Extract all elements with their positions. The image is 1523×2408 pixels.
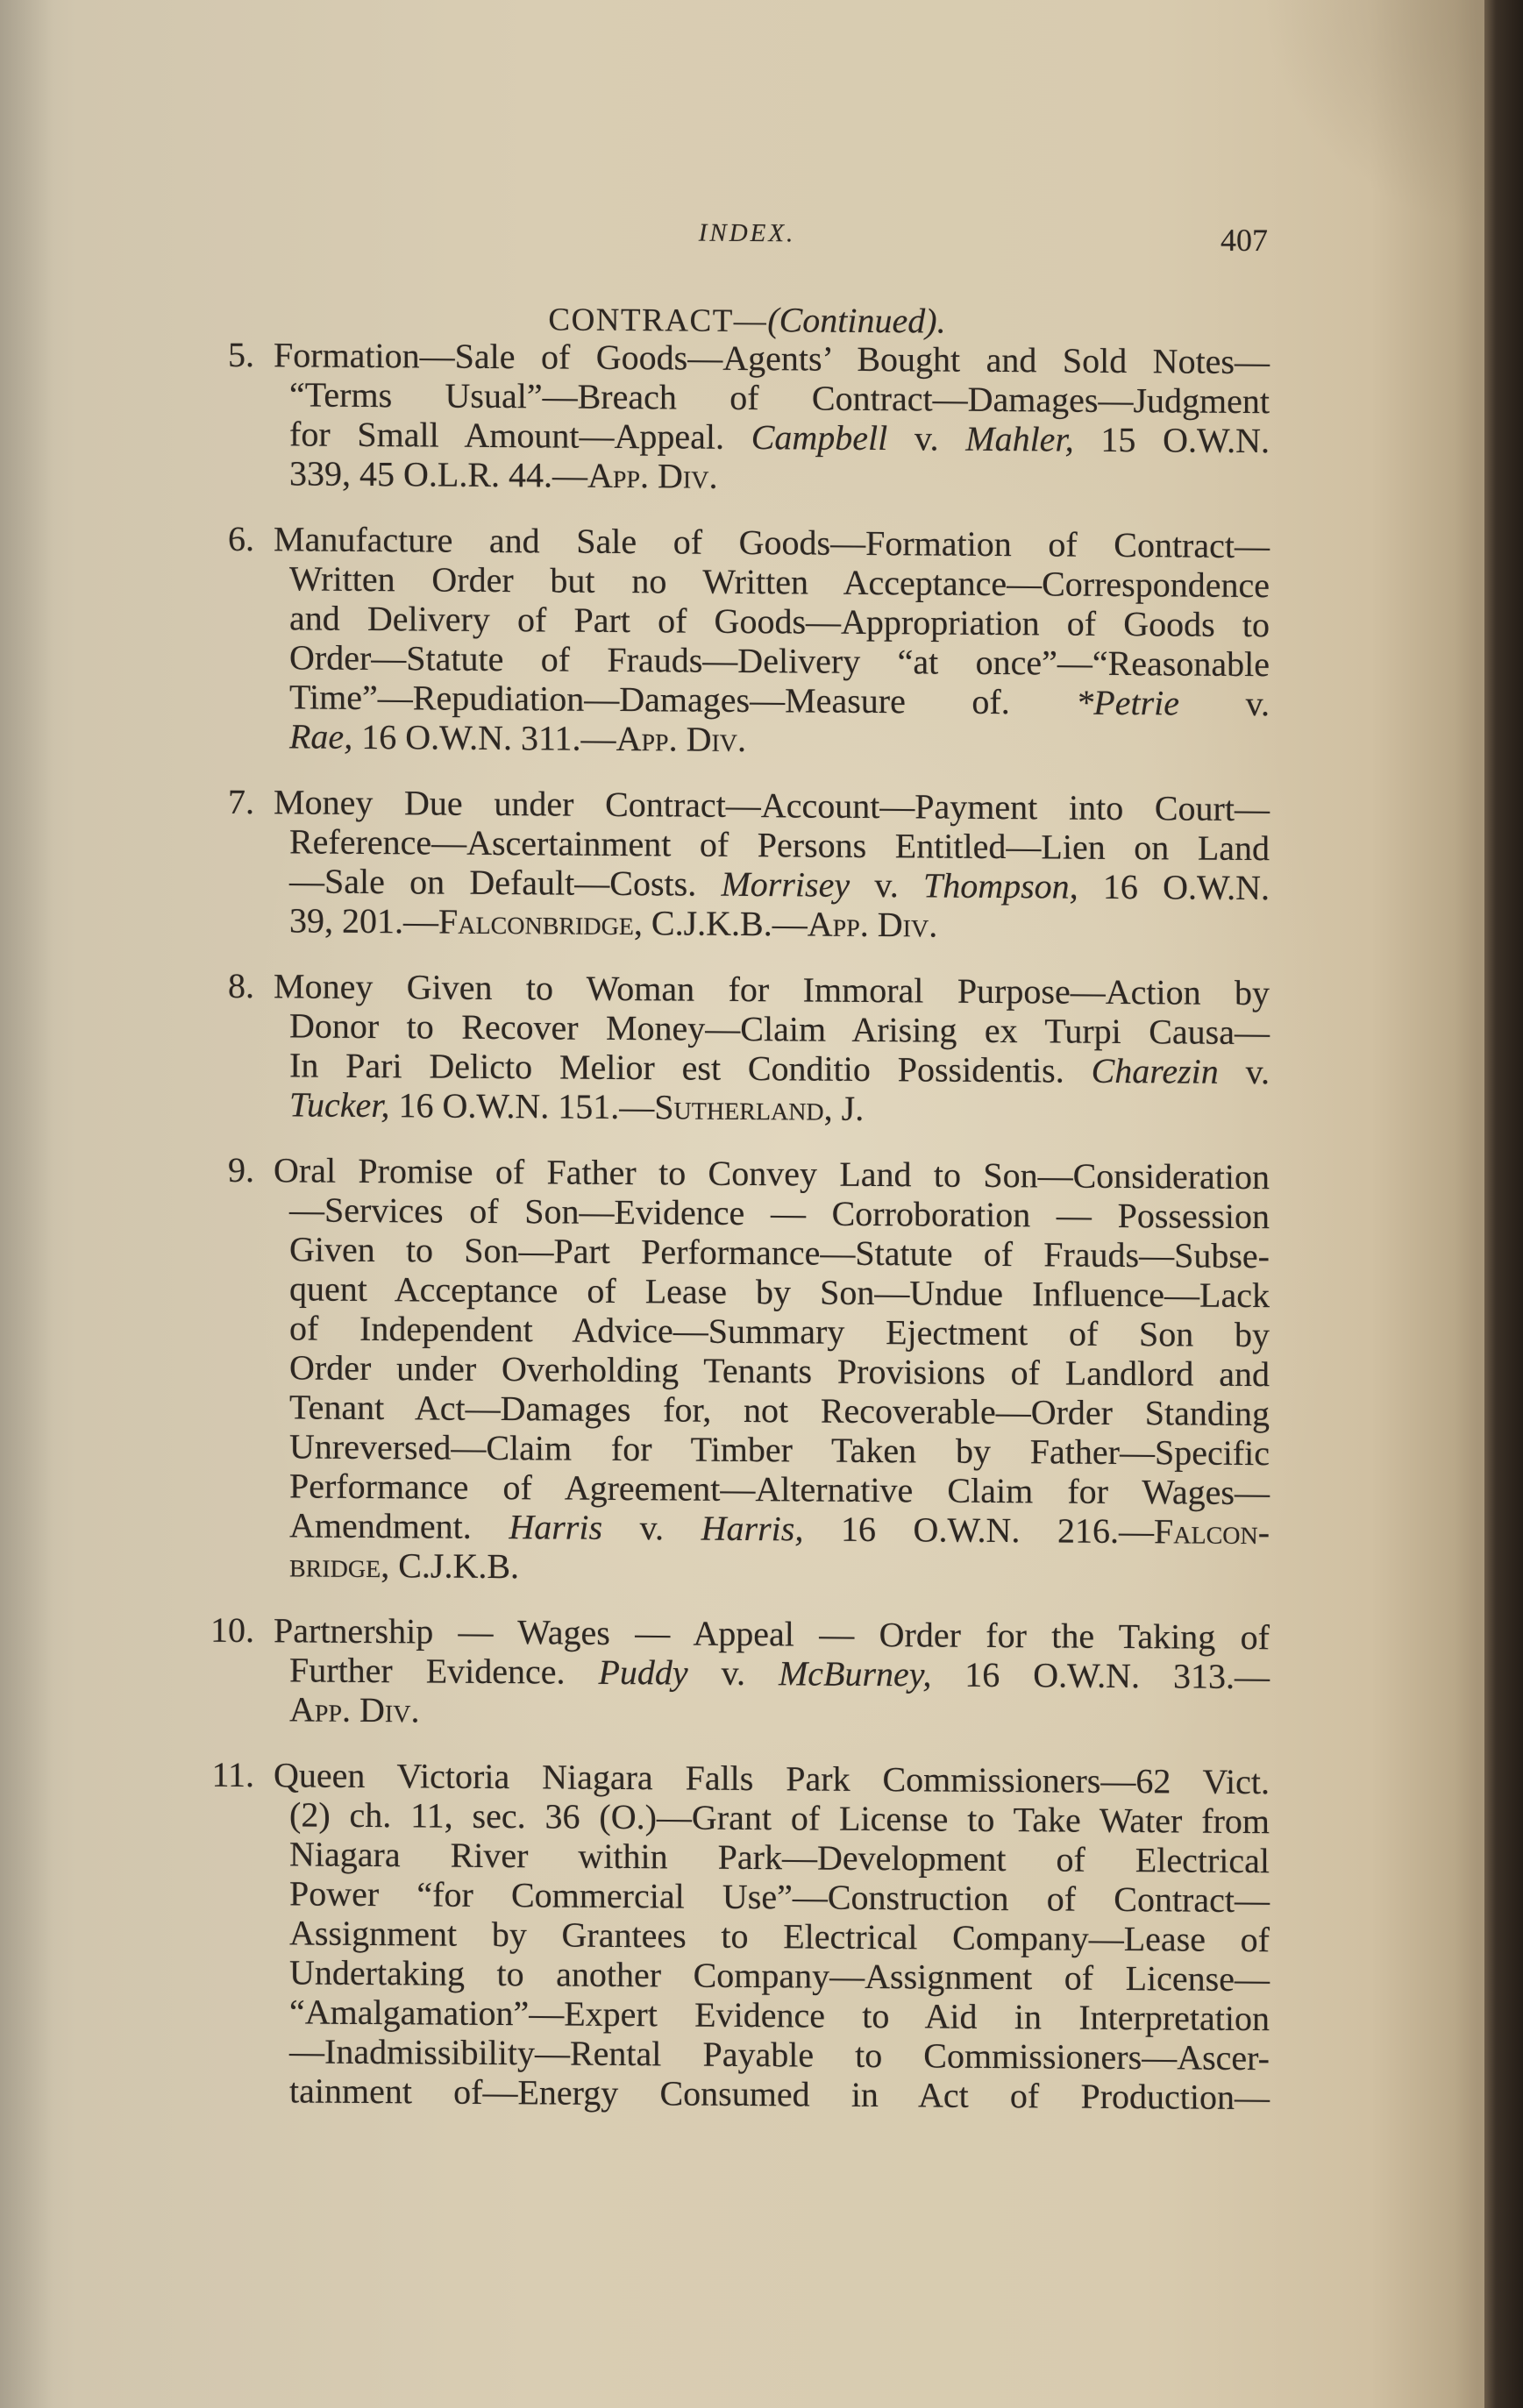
entry-text: Assignment by Grantees to Electrical Company—Lease of — [289, 1913, 1270, 1960]
entry-line — [289, 414, 1270, 460]
entry-text: C.J.K.B.— — [642, 903, 808, 944]
case-name: Harris — [509, 1507, 603, 1547]
case-name: Thompson, — [922, 865, 1078, 906]
entry-text: tainment of—Energy Consumed in Act of Production— — [289, 2071, 1270, 2118]
case-name: *Petrie — [1076, 682, 1180, 723]
entry-text: “Terms Usual”—Breach of Contract—Damages—Judgment — [289, 374, 1270, 422]
entry-line — [289, 821, 1270, 868]
entry-line — [289, 598, 1270, 644]
entry-text: C.J.K.B. — [389, 1545, 520, 1587]
entry-text: of Independent Advice—Summary Ejectment of Son by — [289, 1308, 1270, 1355]
entry-text: Reference—Ascertainment of Persons Entitled—Lien on Land — [289, 821, 1270, 869]
entry-line — [289, 1650, 1270, 1696]
case-name: Tucker, — [289, 1084, 390, 1126]
entry-line — [289, 374, 1270, 421]
entry-line — [289, 677, 1270, 723]
entry-line — [289, 1268, 1270, 1315]
entry-text: In Pari Delicto Melior est Conditio Possidentis. — [289, 1045, 1092, 1090]
entry-text: Manufacture and Sale of Goods—Formation of Contract— — [274, 519, 1270, 566]
entry-text: Performance of Agreement—Alternative Claim for Wages— — [289, 1466, 1270, 1513]
entry-line — [289, 637, 1270, 684]
entry-text: 39, 201.— — [289, 900, 438, 941]
entry-line — [289, 1308, 1270, 1354]
entry-text: “Amalgamation”—Expert Evidence to Aid in Interpretation — [289, 1992, 1270, 2039]
entry-text: for Small Amount—Appeal. — [289, 414, 751, 458]
entry-text: 15 O.W.N. — [1073, 419, 1270, 461]
section-heading-continued: (Continued). — [767, 300, 946, 341]
entry-line — [274, 782, 1270, 828]
index-entry — [0, 1753, 1523, 2119]
case-name: Mahler, — [965, 418, 1074, 459]
running-head — [0, 0, 1523, 259]
entry-line — [289, 1545, 1270, 1591]
case-name: Morrisey — [721, 863, 850, 905]
entry-text: v. — [602, 1507, 701, 1548]
section-heading — [548, 298, 945, 342]
entry-number: 9. — [228, 1149, 254, 1190]
case-name: Puddy — [598, 1652, 688, 1693]
entry-line — [289, 1992, 1270, 2038]
entry-line — [289, 1426, 1270, 1473]
entry-text: Unreversed—Claim for Timber Taken by Father—Specific — [289, 1426, 1270, 1474]
running-head-title: INDEX. — [698, 218, 796, 248]
entry-text: 339, 45 O.L.R. 44.— — [289, 453, 587, 495]
entry-text: 16 O.W.N. 313.— — [931, 1654, 1270, 1697]
case-name: Campbell — [751, 417, 888, 458]
court-name: Sutherland, — [654, 1087, 833, 1128]
entry-text: Money Given to Woman for Immoral Purpose—Action by — [274, 966, 1270, 1013]
entry-line — [289, 716, 1270, 763]
entry-line — [274, 335, 1270, 381]
entry-text: v. — [1179, 683, 1270, 724]
entry-line — [289, 1387, 1270, 1433]
entry-line — [274, 1610, 1270, 1657]
case-name: Rae, — [289, 716, 353, 756]
entry-line — [289, 1689, 1270, 1736]
entry-text: Order—Statute of Frauds—Delivery “at once”—“Reasonable — [289, 637, 1270, 685]
entry-text: Time”—Repudiation—Damages—Measure of. — [289, 677, 1077, 722]
index-entry — [0, 780, 1523, 948]
case-name: Charezin — [1091, 1050, 1219, 1091]
entry-text: v. — [850, 864, 923, 906]
entry-line — [289, 1084, 1270, 1131]
entry-list — [0, 333, 1523, 2145]
entry-text: 16 O.W.N. 216.— — [803, 1509, 1155, 1552]
entry-line — [289, 1834, 1270, 1880]
entry-text: —Inadmissibility—Rental Payable to Commissioners—Ascer- — [289, 2031, 1270, 2078]
entry-line — [289, 558, 1270, 605]
court-name: App. Div. — [616, 718, 747, 760]
page-number: 407 — [1221, 222, 1268, 259]
entry-text: Oral Promise of Father to Convey Land to Son—Consideration — [274, 1150, 1270, 1197]
entry-text: Further Evidence. — [289, 1650, 599, 1692]
entry-line — [289, 1794, 1270, 1841]
entry-text: —Services of Son—Evidence — Corroboration — Possession — [289, 1190, 1270, 1237]
entry-line — [289, 1045, 1270, 1091]
entry-line — [289, 2031, 1270, 2078]
entry-line — [289, 1952, 1270, 1999]
index-entry — [0, 1148, 1523, 1593]
index-entry — [0, 1609, 1523, 1737]
entry-line — [289, 1505, 1270, 1552]
entry-text: and Delivery of Part of Goods—Appropriation of Goods to — [289, 598, 1270, 645]
entry-text: J. — [832, 1088, 865, 1128]
index-entry — [0, 333, 1523, 501]
entry-line — [289, 1229, 1270, 1275]
court-name: Falconbridge, — [438, 901, 643, 943]
court-name: Falcon- — [1154, 1511, 1270, 1552]
entry-number: 10. — [210, 1609, 254, 1651]
entry-text: (2) ch. 11, sec. 36 (O.)—Grant of License to Take Water from — [289, 1794, 1270, 1842]
entry-number: 11. — [211, 1754, 254, 1795]
entry-line — [289, 453, 1270, 500]
entry-text: quent Acceptance of Lease by Son—Undue Influence—Lack — [289, 1268, 1270, 1316]
entry-text: v. — [887, 418, 966, 458]
entry-text: Given to Son—Part Performance—Statute of Frauds—Subse- — [289, 1229, 1270, 1276]
court-name: App. Div. — [289, 1689, 420, 1730]
entry-line — [289, 900, 1270, 947]
entry-text: v. — [1218, 1051, 1270, 1092]
entry-text: Order under Overholding Tenants Provisions of Landlord and — [289, 1347, 1270, 1395]
court-name: App. Div. — [587, 455, 718, 496]
entry-text: v. — [687, 1652, 779, 1694]
entry-line — [289, 861, 1270, 907]
entry-line — [289, 1005, 1270, 1052]
entry-number: 7. — [228, 781, 254, 822]
entry-line — [274, 519, 1270, 565]
entry-text: 16 O.W.N. 311.— — [352, 716, 616, 758]
entry-number: 5. — [228, 334, 254, 375]
entry-text: Partnership — Wages — Appeal — Order for the Taking of — [274, 1610, 1270, 1658]
entry-line — [289, 2071, 1270, 2117]
entry-text: Money Due under Contract—Account—Payment into Court— — [274, 782, 1270, 829]
entry-text: Amendment. — [289, 1505, 509, 1547]
entry-text: 16 O.W.N. — [1078, 866, 1270, 908]
entry-text: Queen Victoria Niagara Falls Park Commissioners—62 Vict. — [274, 1755, 1270, 1802]
entry-text: Tenant Act—Damages for, not Recoverable—Order Standing — [289, 1387, 1270, 1434]
entry-line — [274, 1755, 1270, 1801]
entry-line — [289, 1190, 1270, 1236]
case-name: Harris, — [701, 1508, 804, 1549]
entry-line — [289, 1347, 1270, 1394]
entry-line — [274, 1150, 1270, 1197]
entry-number: 6. — [228, 518, 254, 559]
entry-line — [289, 1873, 1270, 1920]
index-entry — [0, 964, 1523, 1133]
entry-text: —Sale on Default—Costs. — [289, 861, 722, 904]
case-name: McBurney, — [778, 1653, 932, 1694]
entry-line — [289, 1913, 1270, 1959]
court-name: bridge, — [289, 1545, 390, 1586]
index-entry — [0, 517, 1523, 764]
entry-text: Undertaking to another Company—Assignment of License— — [289, 1952, 1270, 2000]
entry-number: 8. — [228, 965, 254, 1006]
entry-text: 16 O.W.N. 151.— — [389, 1085, 655, 1127]
entry-text: Formation—Sale of Goods—Agents’ Bought and Sold Notes— — [274, 335, 1270, 382]
entry-text: Niagara River within Park—Development of Electrical — [289, 1834, 1270, 1881]
entry-line — [274, 966, 1270, 1012]
entry-text: Written Order but no Written Acceptance—Correspondence — [289, 558, 1270, 606]
entry-text: Power “for Commercial Use”—Construction of Contract— — [289, 1873, 1270, 1921]
entry-line — [289, 1466, 1270, 1512]
entry-text: Donor to Recover Money—Claim Arising ex Turpi Causa— — [289, 1005, 1270, 1053]
court-name: App. Div. — [807, 904, 938, 945]
section-heading-title: CONTRACT— — [548, 302, 768, 340]
